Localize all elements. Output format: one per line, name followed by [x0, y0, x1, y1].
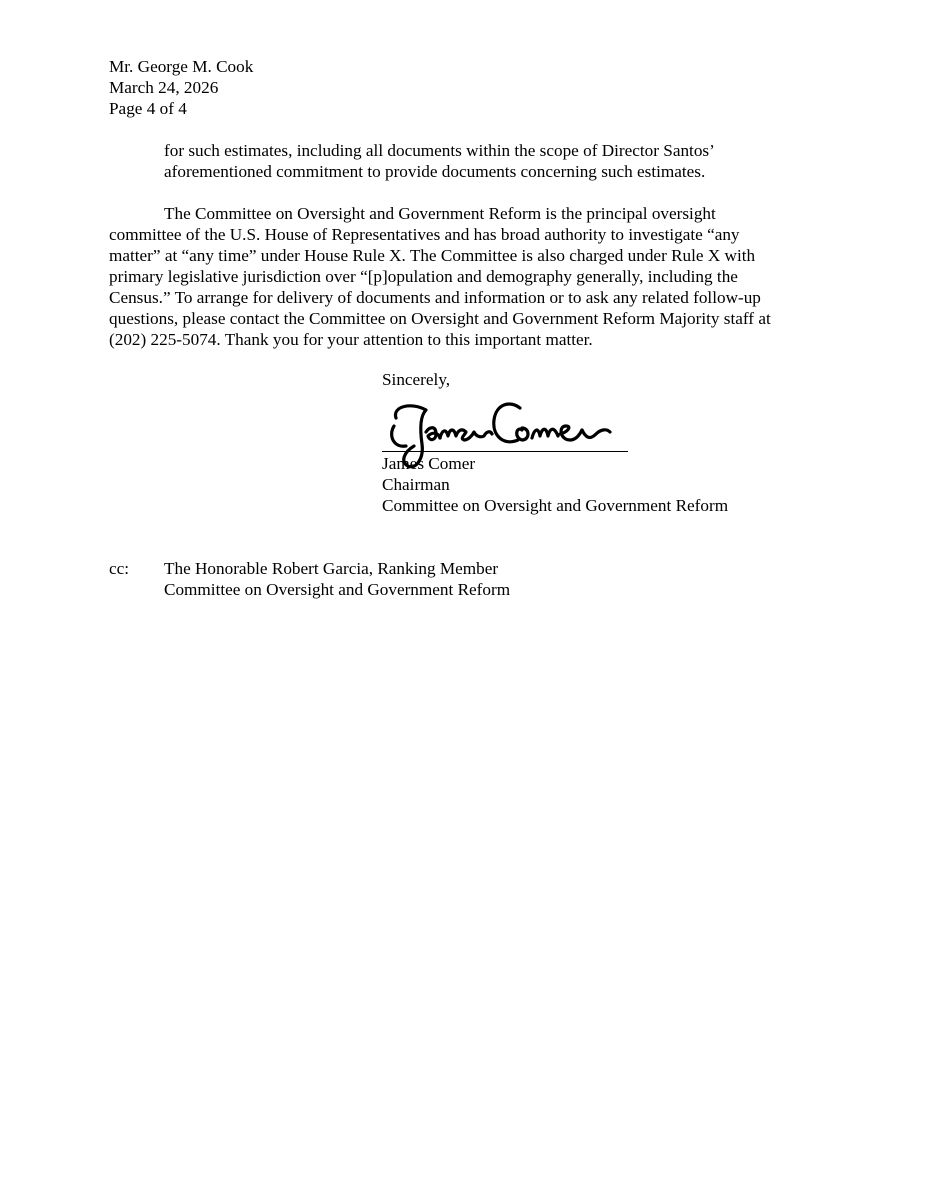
cc-label: cc:	[109, 559, 130, 578]
recipient-name: Mr. George M. Cook	[109, 57, 254, 76]
body-paragraph-line-4: primary legislative jurisdiction over “[p]opulation and demography generally, including the	[109, 267, 738, 286]
body-paragraph-line-3: matter” at “any time” under House Rule X. The Committee is also charged under Rule X with	[109, 246, 756, 265]
signer-name: James Comer	[382, 454, 476, 473]
continuation-line-1: for such estimates, including all documents within the scope of Director Santos’	[164, 141, 715, 160]
letter-date: March 24, 2026	[109, 78, 219, 97]
signer-organization: Committee on Oversight and Government Reform	[382, 496, 729, 515]
body-paragraph-line-5: Census.” To arrange for delivery of documents and information or to ask any related follow-up	[109, 288, 761, 307]
body-paragraph-line-7: (202) 225-5074. Thank you for your attention to this important matter.	[109, 330, 593, 349]
body-paragraph-line-2: committee of the U.S. House of Representatives and has broad authority to investigate “any	[109, 225, 740, 244]
signature-line	[382, 451, 628, 452]
cc-recipient-organization: Committee on Oversight and Government Reform	[164, 580, 511, 599]
body-paragraph-line-6: questions, please contact the Committee on Oversight and Government Reform Majority staff at	[109, 309, 771, 328]
cc-recipient: The Honorable Robert Garcia, Ranking Member	[164, 559, 499, 578]
signer-title: Chairman	[382, 475, 450, 494]
body-paragraph-line-1: The Committee on Oversight and Government Reform is the principal oversight	[164, 204, 716, 223]
continuation-line-2: aforementioned commitment to provide documents concerning such estimates.	[164, 162, 706, 181]
page-number: Page 4 of 4	[109, 99, 187, 118]
closing-salutation: Sincerely,	[382, 370, 451, 389]
